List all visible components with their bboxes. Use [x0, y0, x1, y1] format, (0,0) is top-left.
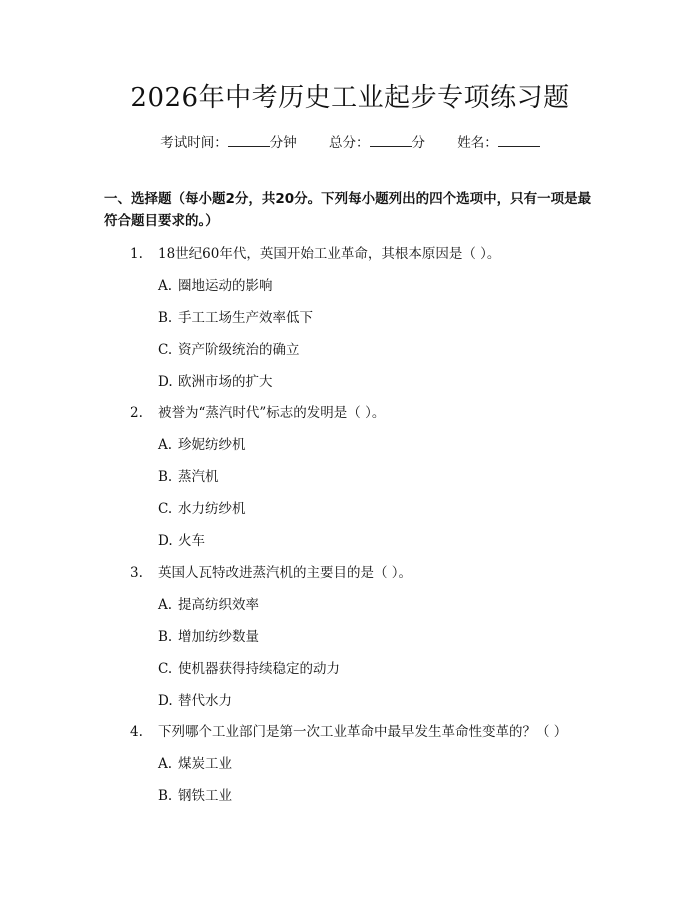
option-text: 珍妮纺纱机 [178, 437, 246, 453]
exam-time-label: 考试时间： [160, 135, 228, 151]
exam-time-unit: 分钟 [269, 135, 297, 151]
option-letter: A. [158, 437, 173, 453]
question-4-option-b[interactable] [158, 786, 598, 806]
exam-time-blank[interactable] [228, 132, 270, 147]
question-1-option-c[interactable] [158, 340, 598, 360]
question-2-option-a[interactable] [158, 435, 598, 455]
question-4 [104, 722, 604, 742]
option-text: 资产阶级统治的确立 [178, 342, 300, 358]
question-number: 2. [130, 405, 143, 421]
question-2-option-d[interactable] [158, 531, 598, 551]
question-1-option-b[interactable] [158, 308, 598, 328]
option-letter: C. [158, 661, 173, 677]
student-name-blank[interactable] [498, 132, 540, 147]
option-letter: D. [158, 374, 173, 390]
page-title: 2026年中考历史工业起步专项练习题 [130, 83, 570, 113]
option-text: 水力纺纱机 [178, 501, 246, 517]
question-3-option-a[interactable] [158, 595, 598, 615]
option-text: 圈地运动的影响 [178, 278, 273, 294]
question-text: 被誉为“蒸汽时代”标志的发明是（ ）。 [158, 405, 386, 421]
option-letter: D. [158, 533, 173, 549]
option-letter: B. [158, 469, 173, 485]
exam-info-row [0, 132, 700, 153]
question-number: 3. [130, 565, 143, 581]
option-text: 火车 [178, 533, 205, 549]
option-letter: A. [158, 756, 173, 772]
option-letter: C. [158, 501, 173, 517]
total-score-blank[interactable] [370, 132, 412, 147]
option-text: 欧洲市场的扩大 [178, 374, 273, 390]
total-score-label: 总分： [329, 135, 370, 151]
question-2-option-c[interactable] [158, 499, 598, 519]
question-number: 4. [130, 724, 143, 740]
option-letter: A. [158, 278, 173, 294]
question-1-option-d[interactable] [158, 372, 598, 392]
total-score-unit: 分 [411, 135, 425, 151]
question-2-option-b[interactable] [158, 467, 598, 487]
option-text: 提高纺织效率 [178, 597, 259, 613]
option-text: 手工工场生产效率低下 [178, 310, 313, 326]
question-number: 1. [130, 246, 143, 262]
question-2 [104, 403, 604, 423]
exam-time-field [160, 132, 297, 153]
question-text: 英国人瓦特改进蒸汽机的主要目的是（ ）。 [158, 565, 413, 581]
student-name-label: 姓名： [457, 135, 498, 151]
option-letter: C. [158, 342, 173, 358]
option-text: 替代水力 [178, 693, 232, 709]
option-text: 蒸汽机 [178, 469, 219, 485]
question-3-option-b[interactable] [158, 627, 598, 647]
option-text: 使机器获得持续稳定的动力 [178, 661, 340, 677]
question-4-option-a[interactable] [158, 754, 598, 774]
question-text: 下列哪个工业部门是第一次工业革命中最早发生革命性变革的？（ ） [158, 724, 568, 740]
option-text: 煤炭工业 [178, 756, 232, 772]
question-3 [104, 563, 604, 583]
option-text: 增加纺纱数量 [178, 629, 259, 645]
question-1-option-a[interactable] [158, 276, 598, 296]
option-letter: B. [158, 310, 173, 326]
option-letter: B. [158, 788, 173, 804]
option-letter: A. [158, 597, 173, 613]
question-3-option-d[interactable] [158, 691, 598, 711]
option-letter: D. [158, 693, 173, 709]
option-text: 钢铁工业 [178, 788, 232, 804]
section-heading: 一、选择题（每小题2分，共20分。下列每小题列出的四个选项中，只有一项是最符合题目要求的。） [104, 191, 592, 229]
total-score-field [329, 132, 425, 153]
option-letter: B. [158, 629, 173, 645]
question-text: 18世纪60年代，英国开始工业革命，其根本原因是（ ）。 [158, 246, 501, 262]
question-1 [104, 244, 604, 264]
question-3-option-c[interactable] [158, 659, 598, 679]
student-name-field [457, 132, 540, 153]
